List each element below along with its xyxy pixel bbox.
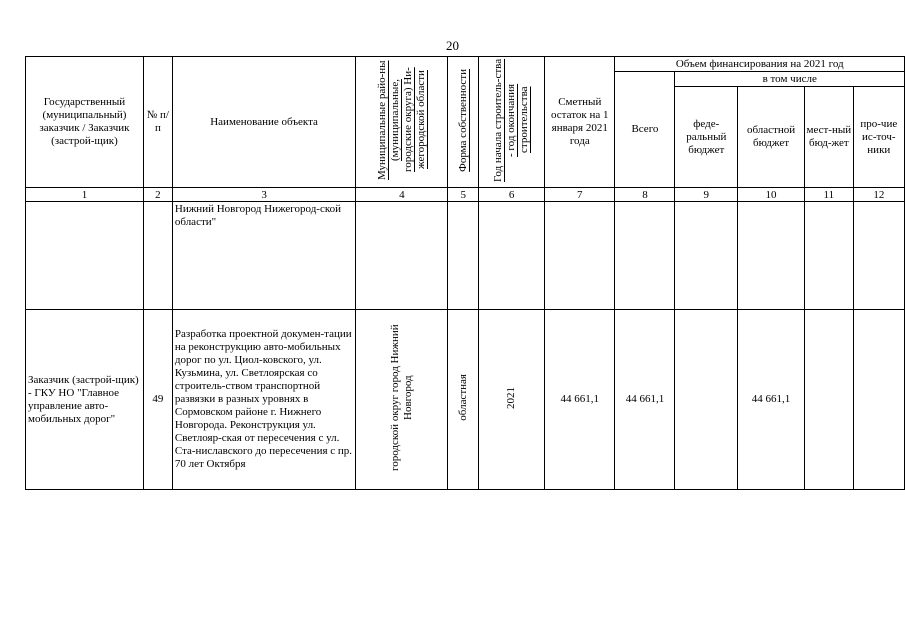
column-number: 10 — [738, 188, 805, 202]
column-number: 8 — [615, 188, 675, 202]
header-years: Год начала строитель-ства - год окончания строительства — [479, 57, 545, 188]
cell-municipality — [356, 310, 448, 490]
financing-table — [25, 56, 905, 490]
cell-local — [805, 202, 854, 310]
cell-customer — [26, 202, 144, 310]
header-num: № п/п — [143, 57, 172, 188]
column-number: 1 — [26, 188, 144, 202]
municipality-text: городской округ город Нижний Новгород — [388, 324, 414, 471]
header-other: про-чие ис-точ-ники — [853, 87, 904, 188]
header-total: Всего — [615, 72, 675, 188]
cell-total — [615, 202, 675, 310]
cell-regional — [738, 202, 805, 310]
cell-other — [853, 310, 904, 490]
ownership-text: областная — [456, 374, 469, 421]
cell-ownership — [448, 310, 479, 490]
cell-federal — [675, 202, 738, 310]
cell-customer: Заказчик (застрой-щик) - ГКУ НО "Главное управление авто-мобильных дорог" — [26, 310, 144, 490]
cell-federal — [675, 310, 738, 490]
header-regional: областной бюджет — [738, 87, 805, 188]
column-number-row — [26, 188, 905, 202]
header-including: в том числе — [675, 72, 905, 87]
header-funding: Объем финансирования на 2021 год — [615, 57, 905, 72]
page-number: 20 — [446, 38, 459, 53]
cell-municipality — [356, 202, 448, 310]
header-row-top — [26, 57, 905, 72]
years-text: 2021 — [505, 386, 518, 409]
cell-num: 49 — [143, 310, 172, 490]
column-number: 12 — [853, 188, 904, 202]
cell-num — [143, 202, 172, 310]
column-number: 4 — [356, 188, 448, 202]
cell-years — [479, 202, 545, 310]
header-federal: феде-ральный бюджет — [675, 87, 738, 188]
cell-total: 44 661,1 — [615, 310, 675, 490]
column-number: 5 — [448, 188, 479, 202]
cell-local — [805, 310, 854, 490]
header-customer: Государственный (муниципальный) заказчик / Заказчик (застрой-щик) — [26, 57, 144, 188]
column-number: 3 — [172, 188, 355, 202]
header-object-name: Наименование объекта — [172, 57, 355, 188]
column-number: 7 — [545, 188, 615, 202]
column-number: 11 — [805, 188, 854, 202]
column-number: 9 — [675, 188, 738, 202]
header-estimate: Сметный остаток на 1 января 2021 года — [545, 57, 615, 188]
cell-ownership — [448, 202, 479, 310]
cell-regional: 44 661,1 — [738, 310, 805, 490]
cell-estimate — [545, 202, 615, 310]
table-row — [26, 202, 905, 310]
column-number: 6 — [479, 188, 545, 202]
column-number: 2 — [143, 188, 172, 202]
header-municipality: Муниципальные райо-ны (муниципальные, городские округа) Ни-жегородской области — [356, 57, 448, 188]
table-row — [26, 310, 905, 490]
cell-object-name: Разработка проектной докумен-тации на реконструкцию авто-мобильных дорог по ул. Циол-ковского, ул. Кузьмина, ул. Светлоярская со строитель-ством транспортной развязки в разных уровнях в Сормовском районе г. Нижнего Новгорода. Реконструкция ул. Светлояр-ская от пересечения с ул. Ста-ниславского до пересечения с пр. 70 лет Октября — [172, 310, 355, 490]
cell-other — [853, 202, 904, 310]
cell-years — [479, 310, 545, 490]
header-ownership: Форма собственности — [448, 57, 479, 188]
header-local: мест-ный бюд-жет — [805, 87, 854, 188]
cell-object-name: Нижний Новгород Нижегород-ской области" — [172, 202, 355, 310]
cell-estimate: 44 661,1 — [545, 310, 615, 490]
